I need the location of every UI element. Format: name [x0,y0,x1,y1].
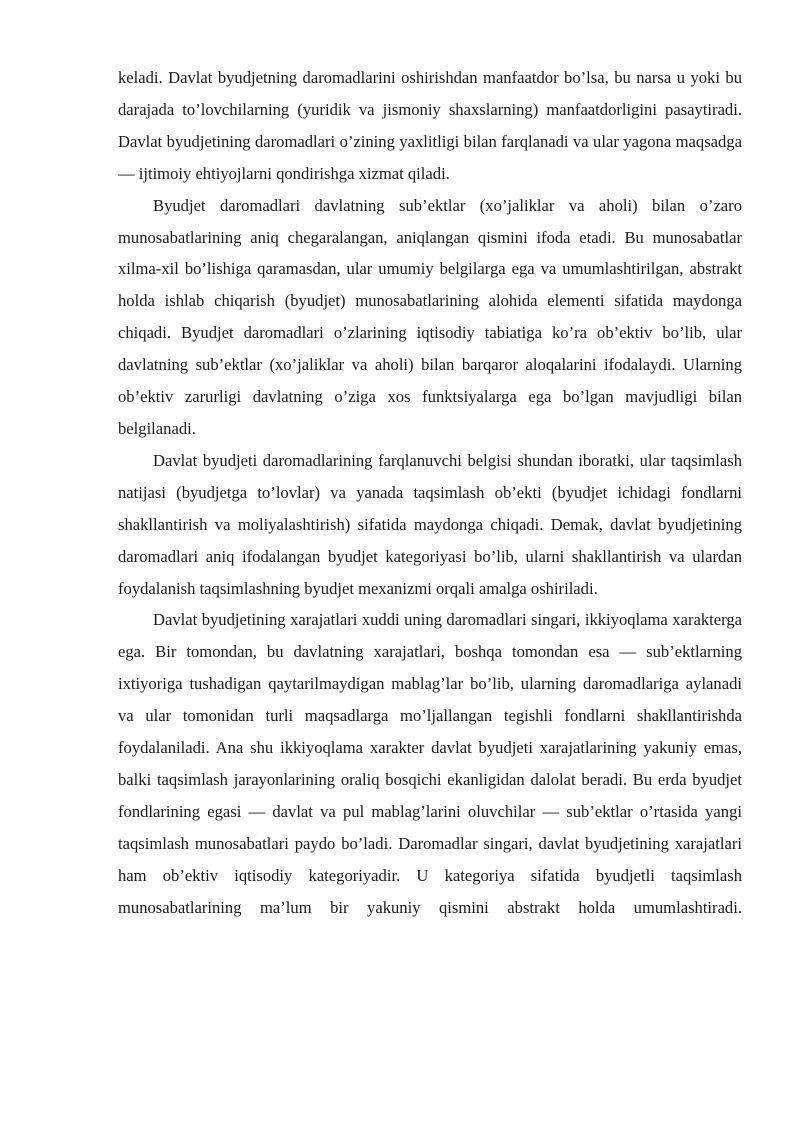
paragraph-budget-revenues: Byudjet daromadlari davlatning sub’ektlar (xo’jaliklar va aholi) bilan o’zaro munosabatlarining aniq chegaralangan, aniqlangan qismini ifoda etadi. Bu munosabatlar xilma-xil bo’lishiga qaramasdan, ular umumiy belgilarga ega va umumlashtirilgan, abstrakt holda ishlab chiqarish (byudjet) munosabatlarining alohida elementi sifatida maydonga chiqadi. Byudjet daromadlari o’zlarining iqtisodiy tabiatiga ko’ra ob’ektiv bo’lib, ular davlatning sub’ektlar (xo’jaliklar va aholi) bilan barqaror aloqalarini ifodalaydi. Ularning ob’ektiv zarurligi davlatning o’ziga xos funktsiyalarga ega bo’lgan mavjudligi bilan belgilanadi. [118,195,742,438]
document-body [118,62,742,923]
paragraph-revenue-features: Davlat byudjeti daromadlarining farqlanuvchi belgisi shundan iboratki, ular taqsimlash natijasi (byudjetga to’lovlar) va yanada taqsimlash ob’ekti (byudjet ichidagi fondlarni shakllantirish va moliyalashtirish) sifatida maydonga chiqadi. Demak, davlat byudjetining daromadlari aniq ifodalangan byudjet kategoriyasi bo’lib, ularni shakllantirish va ulardan foydalanish taqsimlashning byudjet mexanizmi orqali amalga oshiriladi. [118,450,742,598]
paragraph-continuation: keladi. Davlat byudjetning daromadlarini oshirishdan manfaatdor bo’lsa, bu narsa u yoki bu darajada to’lovchilarning (yuridik va jismoniy shaxslarning) manfaatdorligini pasaytiradi. Davlat byudjetining daromadlari o’zining yaxlitligi bilan farqlanadi va ular yagona maqsadga — ijtimoiy ehtiyojlarni qondirishga xizmat qiladi. [118,68,742,183]
paragraph-budget-expenditures: Davlat byudjetining xarajatlari xuddi uning daromadlari singari, ikkiyoqlama xarakterga ega. Bir tomondan, bu davlatning xarajatlari, boshqa tomondan esa — sub’ektlarning ixtiyoriga tushadigan qaytarilmaydigan mablag’lar bo’lib, ularning daromadlariga aylanadi va ular tomonidan turli maqsadlarga mo’ljallangan tegishli fondlarni shakllantirishda foydalaniladi. Ana shu ikkiyoqlama xarakter davlat byudjeti xarajatlarining yakuniy emas, balki taqsimlash jarayonlarining oraliq bosqichi ekanligidan dalolat beradi. Bu erda byudjet fondlarining egasi — davlat va pul mablag’larini oluvchilar — sub’ektlar o’rtasida yangi taqsimlash munosabatlari paydo bo’ladi. Daromadlar singari, davlat byudjetining xarajatlari ham ob’ektiv iqtisodiy kategoriyadir. U kategoriya sifatida byudjetli taqsimlash munosabatlarining ma’lum bir yakuniy qismini abstrakt holda umumlashtiradi. [118,610,742,917]
